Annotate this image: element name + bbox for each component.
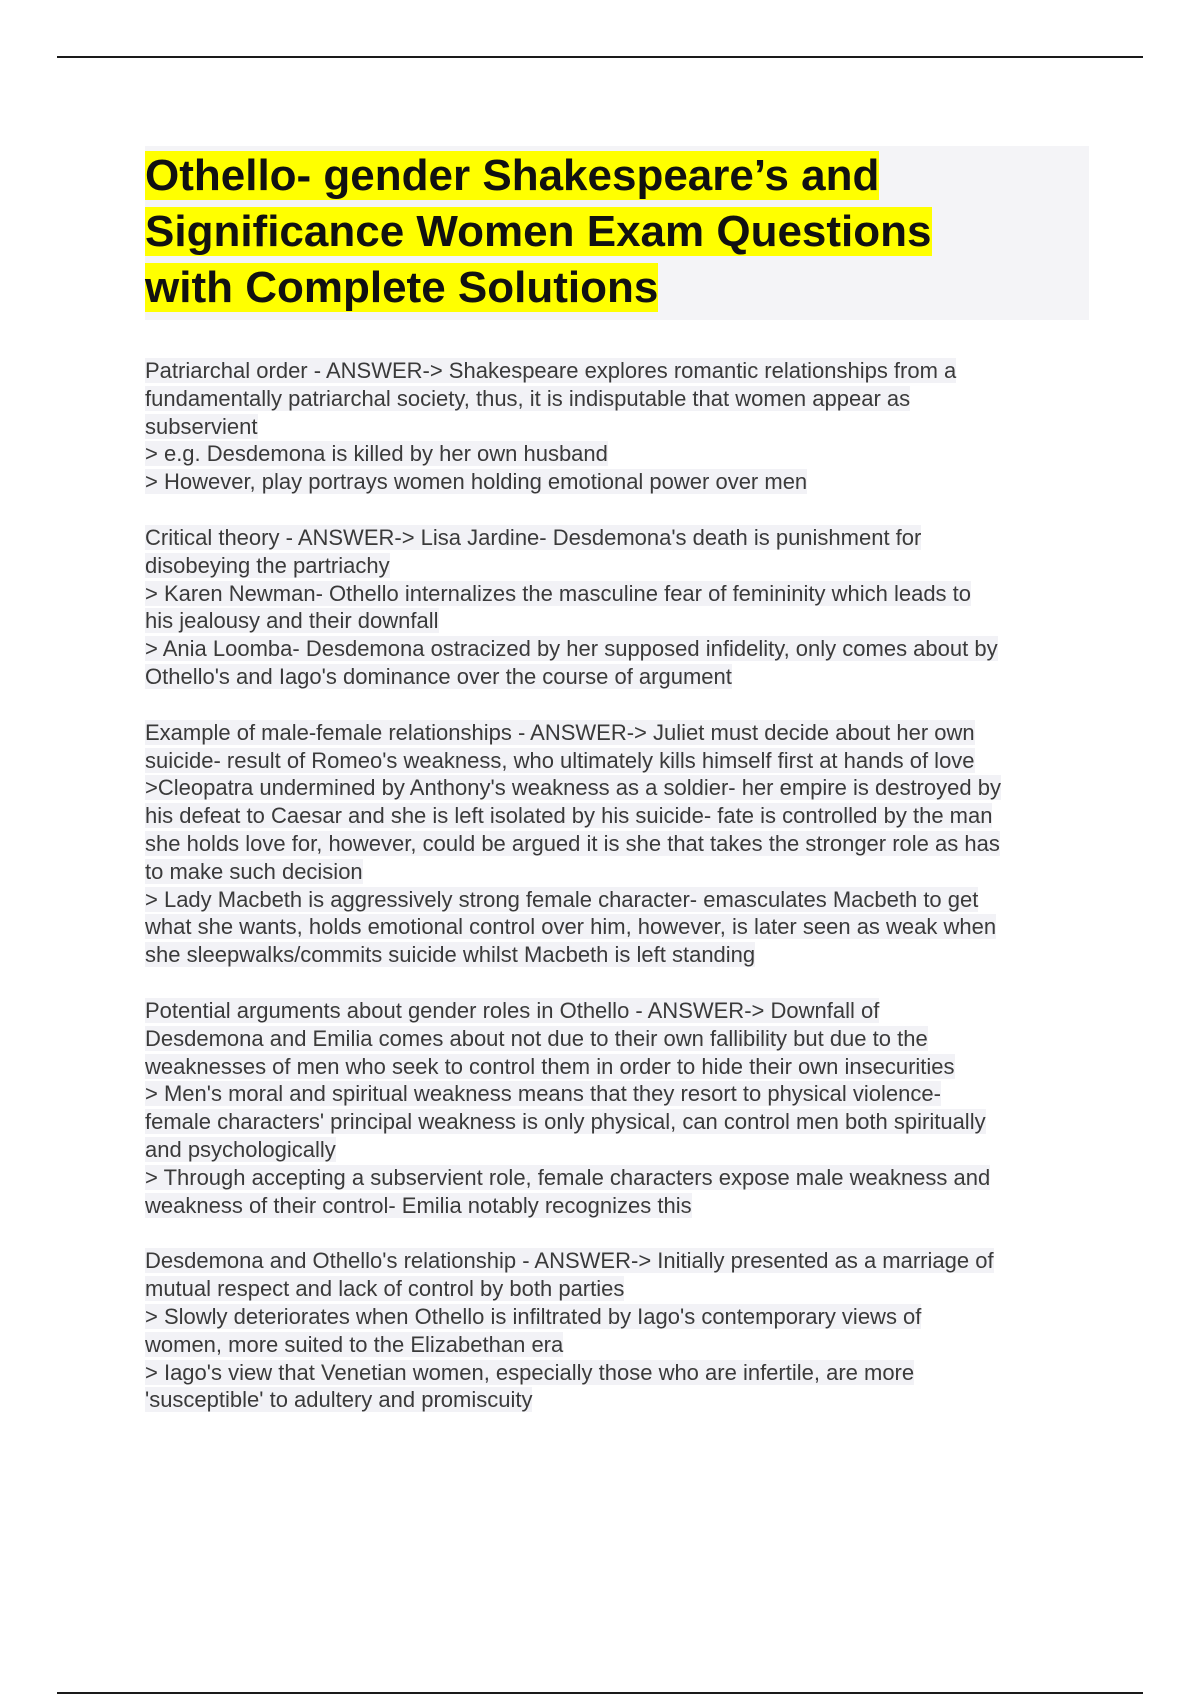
qa-text: his defeat to Caesar and she is left isolated by his suicide- fate is controlled by the man <box>145 803 993 829</box>
bottom-rule <box>57 1692 1143 1694</box>
qa-line <box>145 858 1095 886</box>
title-line-3: with Complete Solutions <box>145 263 659 312</box>
qa-line <box>145 802 1095 830</box>
qa-line <box>145 468 1095 496</box>
qa-line <box>145 997 1095 1025</box>
qa-entry-patriarchal-order <box>145 357 1095 496</box>
qa-text: > Ania Loomba- Desdemona ostracized by her supposed infidelity, only comes about by <box>145 636 998 662</box>
qa-text: 'susceptible' to adultery and promiscuity <box>145 1387 533 1413</box>
qa-text: fundamentally patriarchal society, thus, it is indisputable that women appear as <box>145 385 911 411</box>
qa-line <box>145 1275 1095 1303</box>
qa-line <box>145 913 1095 941</box>
qa-line <box>145 552 1095 580</box>
qa-text: > Men's moral and spiritual weakness means that they resort to physical violence- <box>145 1081 941 1107</box>
qa-line <box>145 1080 1095 1108</box>
qa-text: she sleepwalks/commits suicide whilst Macbeth is left standing <box>145 942 756 968</box>
qa-text: Potential arguments about gender roles in Othello - ANSWER-> Downfall of <box>145 997 880 1023</box>
top-rule <box>57 56 1143 58</box>
qa-line <box>145 747 1095 775</box>
qa-entry-gender-roles <box>145 997 1095 1219</box>
qa-text: Patriarchal order - ANSWER-> Shakespeare explores romantic relationships from a <box>145 358 957 383</box>
qa-line <box>145 413 1095 441</box>
qa-text: > However, play portrays women holding emotional power over men <box>145 469 808 495</box>
qa-text: women, more suited to the Elizabethan era <box>145 1331 564 1357</box>
qa-line <box>145 1386 1095 1414</box>
qa-text: suicide- result of Romeo's weakness, who ultimately kills himself first at hands of love <box>145 747 975 773</box>
qa-text: Desdemona and Othello's relationship - ANSWER-> Initially presented as a marriage of <box>145 1248 994 1274</box>
qa-line <box>145 719 1095 747</box>
qa-text: > Through accepting a subservient role, female characters expose male weakness and <box>145 1164 991 1190</box>
qa-text: she holds love for, however, could be argued it is she that takes the stronger role as has <box>145 830 1000 856</box>
qa-line <box>145 1331 1095 1359</box>
qa-text: > Slowly deteriorates when Othello is infiltrated by Iago's contemporary views of <box>145 1303 922 1329</box>
qa-text: > Karen Newman- Othello internalizes the masculine fear of femininity which leads to <box>145 580 972 606</box>
qa-line <box>145 580 1095 608</box>
title-line-1: Othello- gender Shakespeare’s and <box>145 151 880 200</box>
qa-line <box>145 357 1095 385</box>
title-line <box>145 204 1089 260</box>
qa-text: what she wants, holds emotional control over him, however, is later seen as weak when <box>145 914 997 940</box>
qa-entry-desdemona-othello <box>145 1247 1095 1414</box>
qa-line <box>145 830 1095 858</box>
qa-line <box>145 1108 1095 1136</box>
qa-line <box>145 1136 1095 1164</box>
qa-line <box>145 635 1095 663</box>
qa-text: to make such decision <box>145 858 363 884</box>
qa-text: Othello's and Iago's dominance over the course of argument <box>145 663 732 689</box>
qa-line <box>145 941 1095 969</box>
qa-text: > Iago's view that Venetian women, especially those who are infertile, are more <box>145 1359 915 1385</box>
qa-list <box>145 357 1095 1442</box>
document-title <box>145 146 1089 320</box>
qa-text: subservient <box>145 413 258 439</box>
qa-text: > e.g. Desdemona is killed by her own husband <box>145 441 608 467</box>
qa-entry-critical-theory <box>145 524 1095 691</box>
qa-line <box>145 663 1095 691</box>
qa-text: female characters' principal weakness is only physical, can control men both spiritually <box>145 1109 986 1135</box>
qa-line <box>145 524 1095 552</box>
qa-line <box>145 774 1095 802</box>
qa-text: weakness of their control- Emilia notably recognizes this <box>145 1192 692 1218</box>
qa-line <box>145 1053 1095 1081</box>
qa-text: mutual respect and lack of control by both parties <box>145 1276 625 1302</box>
qa-line <box>145 607 1095 635</box>
qa-line <box>145 1025 1095 1053</box>
qa-line <box>145 1164 1095 1192</box>
qa-line <box>145 1303 1095 1331</box>
title-line <box>145 260 1089 316</box>
qa-text: his jealousy and their downfall <box>145 608 439 634</box>
qa-text: Desdemona and Emilia comes about not due to their own fallibility but due to the <box>145 1025 928 1051</box>
qa-text: Example of male-female relationships - ANSWER-> Juliet must decide about her own <box>145 719 975 745</box>
qa-text: and psychologically <box>145 1136 336 1162</box>
qa-line <box>145 1192 1095 1220</box>
title-line-2: Significance Women Exam Questions <box>145 207 932 256</box>
qa-line <box>145 385 1095 413</box>
qa-line <box>145 1359 1095 1387</box>
title-line <box>145 148 1089 204</box>
qa-text: > Lady Macbeth is aggressively strong female character- emasculates Macbeth to get <box>145 886 979 912</box>
qa-line <box>145 886 1095 914</box>
qa-text: weaknesses of men who seek to control them in order to hide their own insecurities <box>145 1053 955 1079</box>
qa-line <box>145 440 1095 468</box>
qa-text: >Cleopatra undermined by Anthony's weakness as a soldier- her empire is destroyed by <box>145 775 1001 801</box>
qa-entry-male-female-relationships <box>145 719 1095 969</box>
qa-text: Critical theory - ANSWER-> Lisa Jardine- Desdemona's death is punishment for <box>145 524 922 550</box>
qa-line <box>145 1247 1095 1275</box>
qa-text: disobeying the partriachy <box>145 552 390 578</box>
